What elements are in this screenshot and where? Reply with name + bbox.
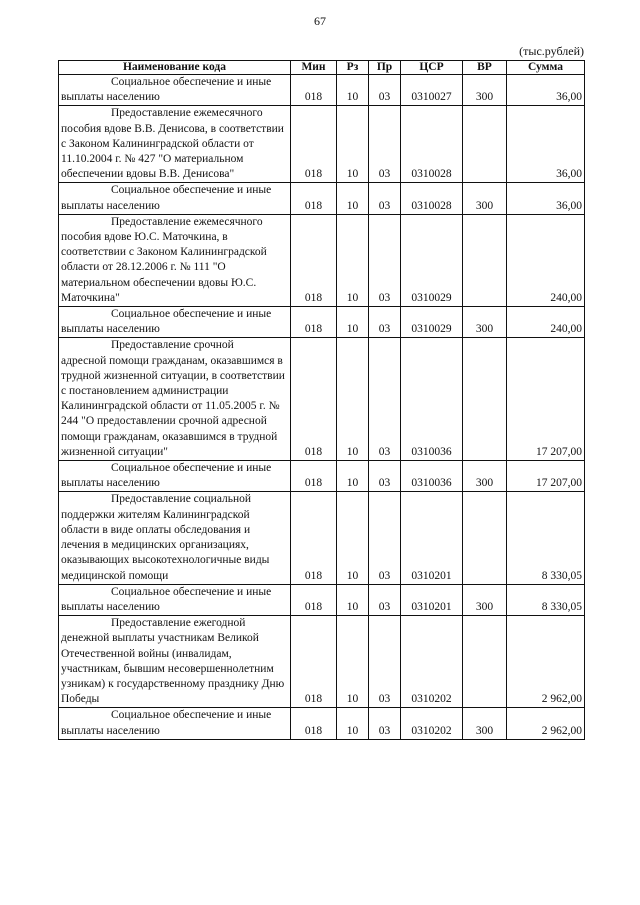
row-pr: 03 — [369, 214, 401, 306]
row-csr: 0310036 — [401, 338, 463, 461]
row-vr: 300 — [463, 461, 507, 492]
col-header-sum: Сумма — [507, 61, 585, 75]
row-rz: 10 — [337, 307, 369, 338]
row-sum: 17 207,00 — [507, 461, 585, 492]
header-row — [59, 61, 585, 75]
row-pr: 03 — [369, 106, 401, 183]
row-pr: 03 — [369, 492, 401, 584]
units-label: (тыс.рублей) — [519, 44, 584, 58]
row-vr — [463, 616, 507, 708]
row-rz: 10 — [337, 75, 369, 106]
row-rz: 10 — [337, 492, 369, 584]
row-name: Социальное обеспечение и иные выплаты населению — [59, 75, 291, 106]
table-row — [59, 461, 585, 492]
table-row — [59, 106, 585, 183]
row-rz: 10 — [337, 584, 369, 615]
row-min: 018 — [291, 214, 337, 306]
row-name: Социальное обеспечение и иные выплаты населению — [59, 584, 291, 615]
budget-table — [58, 60, 585, 740]
row-vr: 300 — [463, 183, 507, 214]
row-rz: 10 — [337, 106, 369, 183]
row-min: 018 — [291, 461, 337, 492]
table-row — [59, 492, 585, 584]
row-name: Предоставление ежегодной денежной выплаты участникам Великой Отечественной войны (инвалидам, участникам, бывшим несовершеннолетним узникам) к государственному празднику Дню Победы — [59, 616, 291, 708]
row-sum: 36,00 — [507, 75, 585, 106]
row-csr: 0310202 — [401, 616, 463, 708]
table-row — [59, 338, 585, 461]
col-header-csr: ЦСР — [401, 61, 463, 75]
table-row — [59, 616, 585, 708]
row-csr: 0310202 — [401, 708, 463, 739]
row-csr: 0310029 — [401, 214, 463, 306]
row-sum: 240,00 — [507, 214, 585, 306]
table-row — [59, 584, 585, 615]
table-row — [59, 75, 585, 106]
row-pr: 03 — [369, 616, 401, 708]
row-csr: 0310029 — [401, 307, 463, 338]
row-sum: 240,00 — [507, 307, 585, 338]
row-pr: 03 — [369, 338, 401, 461]
row-name: Предоставление срочной адресной помощи гражданам, оказавшимся в трудной жизненной ситуации, в соответствии с постановлением администрации Калининградской области от 11.05.2005 г. № 244 "О предоставлении срочной адресной помощи гражданам, оказавшимся в трудной жизненной ситуации" — [59, 338, 291, 461]
page-number: 67 — [314, 14, 326, 28]
row-csr: 0310201 — [401, 492, 463, 584]
table-row — [59, 307, 585, 338]
row-name: Социальное обеспечение и иные выплаты населению — [59, 307, 291, 338]
row-pr: 03 — [369, 461, 401, 492]
row-name: Предоставление социальной поддержки жителям Калининградской области в виде оплаты обследования и лечения в медицинских организациях, оказывающих высокотехнологичные виды медицинской помощи — [59, 492, 291, 584]
row-csr: 0310036 — [401, 461, 463, 492]
row-min: 018 — [291, 307, 337, 338]
row-csr: 0310027 — [401, 75, 463, 106]
row-vr — [463, 338, 507, 461]
row-vr — [463, 214, 507, 306]
col-header-vr: ВР — [463, 61, 507, 75]
row-rz: 10 — [337, 338, 369, 461]
col-header-pr: Пр — [369, 61, 401, 75]
row-vr — [463, 106, 507, 183]
row-min: 018 — [291, 616, 337, 708]
row-sum: 2 962,00 — [507, 708, 585, 739]
row-name: Предоставление ежемесячного пособия вдове Ю.С. Маточкина, в соответствии с Законом Калининградской области от 28.12.2006 г. № 111 "О материальном обеспечении вдовы Ю.С. Маточкина" — [59, 214, 291, 306]
row-sum: 2 962,00 — [507, 616, 585, 708]
row-sum: 8 330,05 — [507, 584, 585, 615]
table-row — [59, 183, 585, 214]
row-sum: 36,00 — [507, 106, 585, 183]
row-pr: 03 — [369, 584, 401, 615]
row-name: Социальное обеспечение и иные выплаты населению — [59, 461, 291, 492]
row-pr: 03 — [369, 708, 401, 739]
row-sum: 17 207,00 — [507, 338, 585, 461]
row-pr: 03 — [369, 183, 401, 214]
row-csr: 0310028 — [401, 106, 463, 183]
row-min: 018 — [291, 338, 337, 461]
row-rz: 10 — [337, 183, 369, 214]
table-row — [59, 708, 585, 739]
row-min: 018 — [291, 708, 337, 739]
row-min: 018 — [291, 106, 337, 183]
row-name: Предоставление ежемесячного пособия вдове В.В. Денисова, в соответствии с Законом Калининградской области от 11.10.2004 г. № 427 "О материальном обеспечении вдовы В.В. Денисова" — [59, 106, 291, 183]
row-rz: 10 — [337, 461, 369, 492]
row-min: 018 — [291, 183, 337, 214]
row-vr: 300 — [463, 75, 507, 106]
row-rz: 10 — [337, 616, 369, 708]
row-pr: 03 — [369, 75, 401, 106]
row-rz: 10 — [337, 214, 369, 306]
row-rz: 10 — [337, 708, 369, 739]
col-header-name: Наименование кода — [59, 61, 291, 75]
row-sum: 36,00 — [507, 183, 585, 214]
row-min: 018 — [291, 75, 337, 106]
row-name: Социальное обеспечение и иные выплаты населению — [59, 708, 291, 739]
row-min: 018 — [291, 584, 337, 615]
row-csr: 0310201 — [401, 584, 463, 615]
row-vr: 300 — [463, 584, 507, 615]
table-row — [59, 214, 585, 306]
row-min: 018 — [291, 492, 337, 584]
row-vr — [463, 492, 507, 584]
row-name: Социальное обеспечение и иные выплаты населению — [59, 183, 291, 214]
col-header-min: Мин — [291, 61, 337, 75]
col-header-rz: Рз — [337, 61, 369, 75]
row-sum: 8 330,05 — [507, 492, 585, 584]
row-pr: 03 — [369, 307, 401, 338]
row-vr: 300 — [463, 307, 507, 338]
row-vr: 300 — [463, 708, 507, 739]
row-csr: 0310028 — [401, 183, 463, 214]
